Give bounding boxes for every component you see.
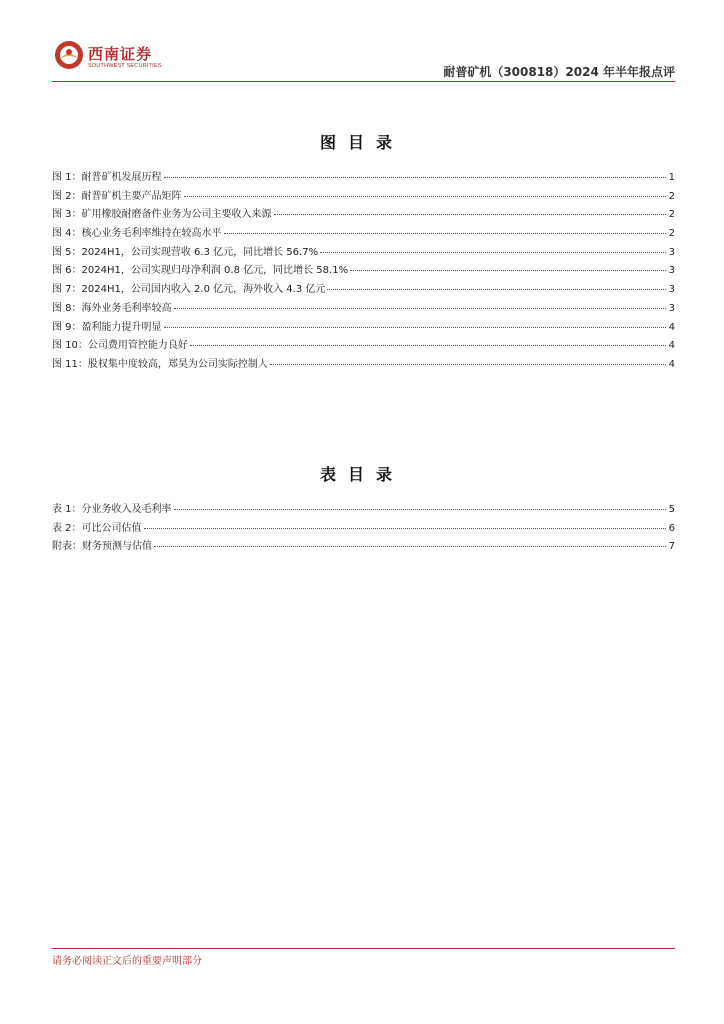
toc-dot-leader (174, 509, 666, 510)
footer-divider (52, 948, 675, 949)
toc-entry-label[interactable]: 图 7：2024H1，公司国内收入 2.0 亿元，海外收入 4.3 亿元 (52, 284, 326, 296)
toc-entry-label[interactable]: 表 1：分业务收入及毛利率 (52, 504, 172, 515)
toc-entry[interactable] (52, 280, 675, 299)
toc-entry-label[interactable]: 图 10：公司费用管控能力良好 (52, 340, 188, 352)
toc-entry-label[interactable]: 图 9：盈利能力提升明显 (52, 321, 162, 333)
toc-entry-label[interactable]: 附表：财务预测与估值 (52, 541, 152, 553)
toc-entry-label[interactable]: 图 5：2024H1，公司实现营收 6.3 亿元，同比增长 56.7% (52, 246, 319, 258)
report-title: 耐普矿机（300818）2024 年半年报点评 (443, 65, 675, 79)
toc-dot-leader (320, 252, 666, 253)
toc-entry-page-number[interactable]: 4 (668, 340, 675, 352)
toc-entry-page-number[interactable]: 2 (668, 228, 675, 240)
toc-entry[interactable] (52, 205, 675, 224)
toc-entry-page-number[interactable]: 6 (668, 522, 675, 534)
toc-dot-leader (350, 270, 666, 271)
toc-entry[interactable] (52, 299, 675, 318)
toc-entry-page-number[interactable]: 2 (668, 209, 675, 221)
toc-entry[interactable] (52, 537, 675, 556)
toc-dot-leader (144, 528, 666, 529)
toc-dot-leader (164, 177, 666, 178)
toc-entry[interactable] (52, 336, 675, 355)
toc-entry-page-number[interactable]: 4 (668, 358, 675, 370)
toc-entry-page-number[interactable]: 5 (668, 504, 675, 515)
toc-entry-page-number[interactable]: 3 (668, 284, 675, 296)
toc-dot-leader (154, 546, 666, 547)
table-toc-list (52, 500, 675, 556)
logo-english-name: SOUTHWEST SECURITIES (88, 63, 162, 69)
figure-toc-list (52, 168, 675, 374)
logo-emblem-icon (54, 40, 84, 70)
table-toc-heading: 表目录 (319, 465, 404, 484)
toc-entry[interactable] (52, 261, 675, 280)
toc-entry-page-number[interactable]: 7 (668, 541, 675, 553)
toc-entry[interactable] (52, 318, 675, 337)
toc-entry-page-number[interactable]: 3 (668, 246, 675, 258)
toc-dot-leader (190, 345, 666, 346)
toc-entry-label[interactable]: 图 6：2024H1，公司实现归母净利润 0.8 亿元，同比增长 58.1% (52, 265, 349, 277)
toc-entry[interactable] (52, 168, 675, 187)
toc-entry-page-number[interactable]: 3 (668, 265, 675, 277)
toc-dot-leader (327, 289, 665, 290)
toc-entry[interactable] (52, 224, 675, 243)
figure-toc-heading: 图目录 (319, 133, 404, 152)
toc-entry-label[interactable]: 图 11：股权集中度较高，郑昊为公司实际控制人 (52, 358, 268, 370)
toc-entry-label[interactable]: 图 3：矿用橡胶耐磨备件业务为公司主要收入来源 (52, 209, 272, 221)
toc-dot-leader (184, 196, 666, 197)
toc-entry-label[interactable]: 表 2：可比公司估值 (52, 522, 142, 534)
toc-dot-leader (174, 308, 666, 309)
toc-dot-leader (274, 214, 666, 215)
toc-entry-page-number[interactable]: 3 (668, 302, 675, 314)
logo-chinese-name: 西南证券 (88, 45, 153, 63)
toc-entry[interactable] (52, 519, 675, 538)
toc-entry-label[interactable]: 图 4：核心业务毛利率维持在较高水平 (52, 228, 222, 240)
toc-entry[interactable] (52, 243, 675, 262)
toc-entry[interactable] (52, 355, 675, 374)
company-logo (52, 38, 172, 78)
toc-entry-label[interactable]: 图 8：海外业务毛利率较高 (52, 302, 172, 314)
toc-entry-label[interactable]: 图 1：耐普矿机发展历程 (52, 172, 162, 183)
toc-entry-page-number[interactable]: 2 (668, 190, 675, 202)
toc-entry-label[interactable]: 图 2：耐普矿机主要产品矩阵 (52, 190, 182, 202)
toc-entry-page-number[interactable]: 4 (668, 321, 675, 333)
toc-dot-leader (270, 364, 666, 365)
footer-disclaimer: 请务必阅读正文后的重要声明部分 (52, 956, 202, 967)
toc-dot-leader (164, 327, 666, 328)
page-header (52, 38, 675, 82)
toc-dot-leader (224, 233, 666, 234)
toc-entry[interactable] (52, 187, 675, 206)
toc-entry[interactable] (52, 500, 675, 519)
header-divider (52, 81, 675, 82)
toc-entry-page-number[interactable]: 1 (668, 172, 675, 183)
